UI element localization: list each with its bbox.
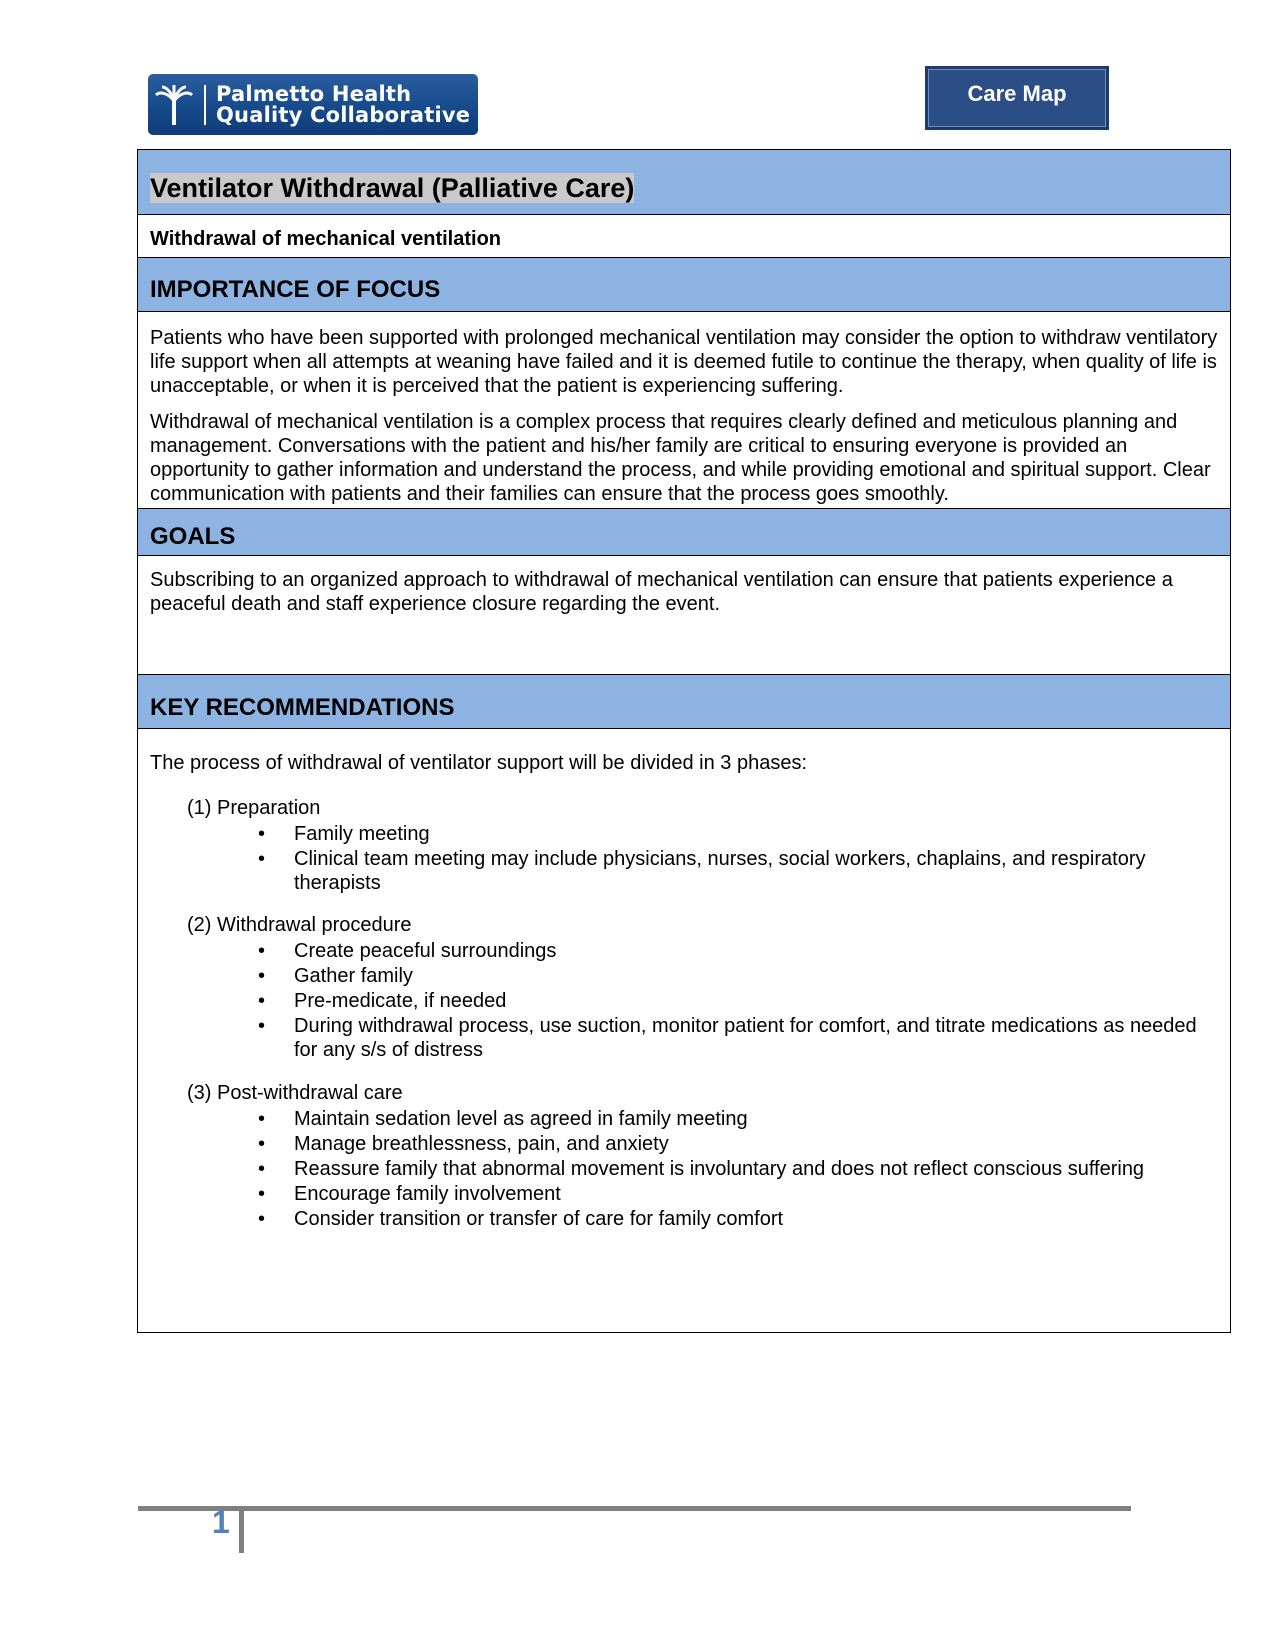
logo-divider [204,85,206,125]
phase-list [258,822,1200,896]
list-item: • Create peaceful surroundings [258,939,1200,963]
list-item: • During withdrawal process, use suction, monitor patient for comfort, and titrate medications as needed for any s/s of distress [258,1014,1200,1062]
list-item: • Consider transition or transfer of care for family comfort [258,1207,1200,1231]
page-number: 1 [212,1504,230,1540]
care-map-badge [925,66,1109,130]
importance-heading: IMPORTANCE OF FOCUS [150,276,441,303]
recommendations-intro: The process of withdrawal of ventilator support will be divided in 3 phases: [150,752,808,774]
list-item: • Gather family [258,964,1200,988]
care-map-label: Care Map [928,69,1106,127]
list-item: • Maintain sedation level as agreed in family meeting [258,1107,1200,1131]
importance-section [138,312,1230,509]
title-header [138,150,1230,215]
list-item: • Family meeting [258,822,1200,846]
page-title: Ventilator Withdrawal (Palliative Care) [150,173,635,203]
phase-title: (2) Withdrawal procedure [187,914,412,936]
phase-title: (3) Post-withdrawal care [187,1082,403,1104]
list-item: • Clinical team meeting may include physicians, nurses, social workers, chaplains, and respiratory therapists [258,847,1200,895]
palmetto-health-logo [148,74,478,135]
importance-paragraph-2: Withdrawal of mechanical ventilation is a complex process that requires clearly defined and meticulous planning and management. Conversations with the patient and his/her family are critical to ensuring everyone is provided an opportunity to gather information and understand the process, and while providing emotional and spiritual support. Clear communication with patients and their families can ensure that the process goes smoothly. [150,411,1211,505]
goals-header [138,509,1230,556]
logo-line-1: Palmetto Health [216,81,412,106]
list-item: • Pre-medicate, if needed [258,989,1200,1013]
list-item: • Manage breathlessness, pain, and anxiety [258,1132,1200,1156]
recommendations-section [138,729,1230,1332]
subtitle-row [138,215,1230,258]
care-map-content [137,149,1231,1333]
page-subtitle: Withdrawal of mechanical ventilation [150,228,501,250]
palmetto-tree-icon [148,74,200,135]
phase-list [258,939,1200,1063]
list-item: • Reassure family that abnormal movement is involuntary and does not reflect conscious suffering [258,1157,1200,1181]
logo-line-2: Quality Collaborative [216,102,471,127]
recommendations-header [138,675,1230,729]
goals-text: Subscribing to an organized approach to withdrawal of mechanical ventilation can ensure that patients experience a peaceful death and staff experience closure regarding the event. [150,569,1173,615]
list-item: • Encourage family involvement [258,1182,1200,1206]
phase-list [258,1107,1200,1232]
goals-heading: GOALS [150,523,236,550]
goals-section [138,556,1230,675]
importance-paragraph-1: Patients who have been supported with prolonged mechanical ventilation may consider the option to withdraw ventilatory life support when all attempts at weaning have failed and it is deemed futile to continue the therapy, when quality of life is unacceptable, or when it is perceived that the patient is experiencing suffering. [150,327,1218,397]
footer-divider [239,1506,244,1553]
recommendations-heading: KEY RECOMMENDATIONS [150,694,455,721]
importance-header [138,258,1230,312]
footer-rule [138,1506,1131,1511]
phase-title: (1) Preparation [187,797,321,819]
